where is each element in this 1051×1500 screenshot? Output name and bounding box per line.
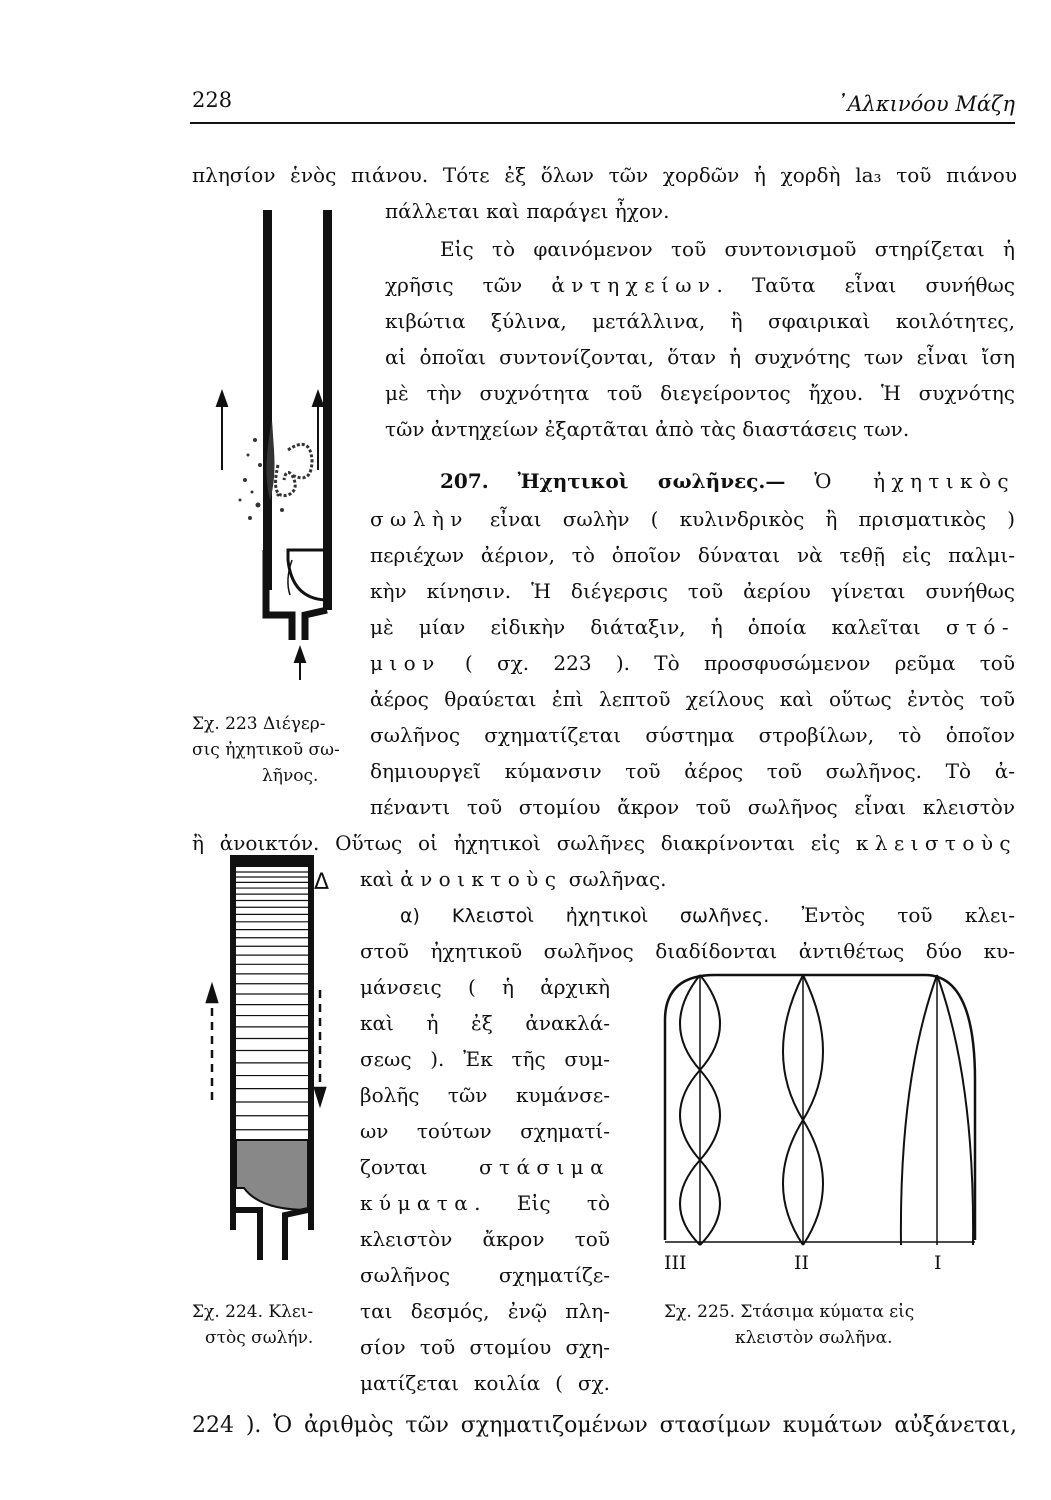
up-arrow-icon — [295, 648, 305, 680]
wave-label-I: I — [934, 1252, 942, 1274]
text-line: μιον ( σχ. 223 ). Τὸ προσφυσώμενον ρεῦμα τοῦ — [370, 651, 1015, 675]
up-arrow-icon — [207, 986, 217, 1100]
running-title: ᾿Αλκινόου Μάζη — [836, 92, 1015, 116]
pipe-lip — [236, 1140, 308, 1210]
figure-223-organ-pipe-diagram — [200, 200, 350, 680]
text-line: αἱ ὁποῖαι συντονίζονται, ὅταν ἡ συχνότης των εἶναι ἴση — [385, 345, 1015, 369]
section-heading-line: 207. Ἠχητικοὶ σωλῆνες.— Ὁ ἠχητικὸς — [440, 469, 1015, 493]
wave-label-III: III — [664, 1252, 687, 1274]
text-line: καὶ ἀνοικτοὺς σωλῆνας. — [360, 867, 667, 891]
text-line: ται δεσμός, ἐνῷ πλη- — [360, 1299, 610, 1323]
text-line: καὶ ἡ ἐξ ἀνακλά- — [360, 1011, 610, 1035]
text-line: πέναντι τοῦ στομίου ἄκρον τοῦ σωλῆνος εἶναι κλειστὸν — [370, 795, 1015, 819]
vortex-swirl — [288, 444, 312, 477]
compression-layers — [236, 872, 308, 1130]
down-arrow-icon — [315, 990, 325, 1104]
section-number: 207. — [440, 469, 489, 493]
vortex-smoke — [239, 420, 285, 520]
text-line: χρῆσις τῶν ἀντηχείων. Ταῦτα εἶναι συνήθως — [385, 273, 1015, 297]
text-line: ἢ ἀνοικτόν. Οὕτως οἱ ἠχητικοὶ σωλῆνες διακρίνονται εἰς κλειστοὺς — [192, 831, 1017, 855]
pipe-mouth — [236, 1210, 260, 1260]
up-arrow-icon — [217, 392, 227, 470]
text-line: δημιουργεῖ κύμανσιν τοῦ ἀέρος τοῦ σωλῆνος. Τὸ ἀ- — [370, 759, 1015, 783]
text-line: 224 ). Ὁ ἀριθμὸς τῶν σχηματιζομένων στασίμων κυμάτων αὐξάνεται, — [192, 1413, 1017, 1438]
subsection-heading-line: α) Κλειστοὶ ἠχητικοὶ σωλῆνες. Ἐντὸς τοῦ κλει- — [400, 903, 1015, 927]
pipe-mouth — [266, 550, 327, 640]
text-line: ματίζεται κοιλία ( σχ. — [360, 1371, 610, 1395]
text-line: σωλῆνος σχηματίζε- — [360, 1263, 610, 1287]
text-line: βολῆς τῶν κυμάνσε- — [360, 1083, 610, 1107]
text-line: σεως ). Ἐκ τῆς συμ- — [360, 1047, 610, 1071]
text-line: περιέχων ἀέριον, τὸ ὁποῖον δύναται νὰ τεθῇ εἰς παλμι- — [370, 543, 1015, 567]
intro-line-2: πάλλεται καὶ παράγει ἦχον. — [385, 199, 670, 223]
section-title: Ἠχητικοὶ σωλῆνες.— — [517, 469, 786, 493]
text-line: μὲ μίαν εἰδικὴν διάταξιν, ἡ ὁποία καλεῖται στό- — [370, 615, 1015, 639]
text-line: κὴν κίνησιν. Ἡ διέγερσις τοῦ ἀερίου γίνεται συνήθως — [370, 579, 1015, 603]
text-line: μάνσεις ( ἡ ἀρχικὴ — [360, 975, 610, 999]
wave-label-II: II — [794, 1252, 810, 1274]
figure-224-closed-pipe-diagram — [200, 840, 350, 1280]
text-line: μὲ τὴν συχνότητα τοῦ διεγείροντος ἤχου. Ἡ συχνότης — [385, 381, 1015, 405]
spaced-term-antiheia: ἀντηχείων — [551, 273, 717, 297]
text-line: ἀέρος θραύεται ἐπὶ λεπτοῦ χείλους καὶ οὕτως ἐντὸς τοῦ — [370, 687, 1015, 711]
text-line: κιβώτια ξύλινα, μετάλλινα, ἢ σφαιρικαὶ κοιλότητες, — [385, 309, 1015, 333]
text-line: κύματα. Εἰς τὸ — [360, 1191, 610, 1215]
text-line: ων τούτων σχηματί- — [360, 1119, 610, 1143]
text-line: Εἰς τὸ φαινόμενον τοῦ συντονισμοῦ στηρίζεται ἡ — [440, 237, 1015, 261]
intro-line-1: πλησίον ἑνὸς πιάνου. Τότε ἐξ ὅλων τῶν χορδῶν ἡ χορδὴ la₃ τοῦ πιάνου — [192, 163, 1017, 187]
text-line: σίον τοῦ στομίου σχη- — [360, 1335, 610, 1359]
text-line: στοῦ ἠχητικοῦ σωλῆνος διαδίδονται ἀντιθέτως δύο κυ- — [360, 939, 1015, 963]
vortex-swirl — [276, 465, 296, 496]
pipe-mouth — [285, 1210, 308, 1260]
pipe-lip — [288, 550, 325, 600]
text-line: τῶν ἀντηχείων ἐξαρτᾶται ἀπὸ τὰς διαστάσεις των. — [385, 417, 910, 441]
subsection-heading: α) Κλειστοὶ ἠχητικοὶ σωλῆνες. — [400, 905, 770, 927]
header-rule — [190, 122, 1015, 124]
delta-label: Δ — [314, 870, 330, 895]
text-line: κλειστὸν ἄκρον τοῦ — [360, 1227, 610, 1251]
text-line: σωλῆνος σχηματίζεται σύστημα στροβίλων, τὸ ὁποῖον — [370, 723, 1015, 747]
book-page: 228 ᾿Αλκινόου Μάζη πλησίον ἑνὸς πιάνου. Τότε ἐξ ὅλων τῶν χορδῶν ἡ χορδὴ la₃ τοῦ πιάνου πάλλεται καὶ παράγει ἦχον. Εἰς τὸ φαινόμενον τοῦ συντονισμοῦ στηρίζεται ἡ χρῆσις τῶν ἀντηχείων. Ταῦτα εἶναι συνήθως κιβώτια ξύλινα, μετάλλινα, ἢ σφαιρικαὶ κοιλότητες, αἱ ὁποῖαι συντονίζονται, ὅταν ἡ συχνότης των εἶναι ἴση μὲ τὴν συχνότητα τοῦ διεγείροντος ἤχου. Ἡ συχνότης τῶν ἀντηχείων ἐξαρτᾶται ἀπὸ τὰς διαστάσεις των. 207. Ἠχητικοὶ σωλῆνες.— Ὁ ἠχητικὸς σωλὴν εἶναι σωλὴν ( κυλινδρικὸς ἢ πρισματικὸς ) περιέχων ἀέριον, τὸ ὁποῖον δύναται νὰ τεθῇ εἰς παλμι- κὴν κίνησιν. Ἡ διέγερσις τοῦ ἀερίου γίνεται συνήθως μὲ μίαν εἰδικὴν διάταξιν, ἡ ὁποία καλεῖται στό- μιον ( σχ. 223 ). Τὸ προσφυσώμενον ρεῦμα τοῦ ἀέρος θραύεται ἐπὶ λεπτοῦ χείλους καὶ οὕτως ἐντὸς τοῦ σωλῆνος σχηματίζεται σύστημα στροβίλων, τὸ ὁποῖον δημιουργεῖ κύμανσιν τοῦ ἀέρος τοῦ σωλῆνος. Τὸ ἀ- πέναντι τοῦ στομίου ἄκρον τοῦ σωλῆνος εἶναι κλειστὸν ἢ ἀνοικτόν. Οὕτως οἱ ἠχητικοὶ σωλῆνες διακρίνονται εἰς κλειστοὺς καὶ ἀνοικτοὺς σωλῆνας. α) Κλειστοὶ ἠχητικοὶ σωλῆνες. Ἐντὸς τοῦ κλει- στοῦ ἠχητικοῦ σωλῆνος διαδίδονται ἀντιθέτως δύο κυ- μάνσεις ( ἡ ἀρχικὴ καὶ ἡ ἐξ ἀνακλά- σεως ). Ἐκ τῆς συμ- βολῆς τῶν κυμάνσε- ων τούτων σχηματί- ζονται στάσιμα κύματα. Εἰς τὸ κλειστὸν ἄκρον τοῦ σωλῆνος σχηματίζε- ται δεσμός, ἐνῷ πλη- σίον τοῦ στομίου σχη- ματίζεται κοιλία ( σχ. 224 ). Ὁ ἀριθμὸς τῶν σχηματιζομένων στασίμων κυμάτων αὐξάνεται, Σχ. 223 Διέγερ- σις ἠχητικοῦ σω- λῆνος. Δ Σχ. 224. Κλει- στὸς σωλήν. III II I Σχ. 225. Στάσιμα κύματα εἰς κλειστὸν σωλῆνα. — [0, 0, 1051, 1500]
closed-end-cap — [230, 855, 314, 867]
text-line: σωλὴν εἶναι σωλὴν ( κυλινδρικὸς ἢ πρισματικὸς ) — [370, 507, 1015, 531]
text-line: ζονται στάσιμα — [360, 1155, 610, 1179]
pipe-outline — [665, 975, 975, 1240]
figure-225-standing-waves-diagram — [655, 960, 985, 1280]
up-arrow-icon — [313, 392, 323, 470]
page-number: 228 — [192, 88, 233, 112]
